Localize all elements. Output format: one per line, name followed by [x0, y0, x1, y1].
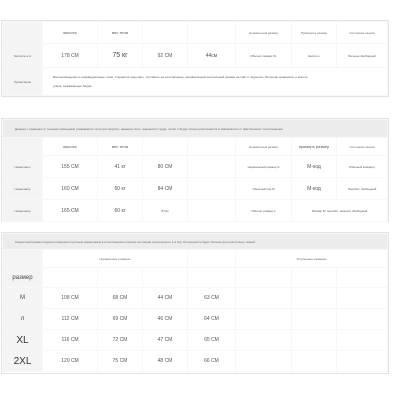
table3-header-empty-2: [98, 268, 143, 288]
table1-note-line2: длине, выражающее бедра.: [53, 83, 92, 88]
table3-group-normal: Нормальные размеры: [43, 250, 188, 268]
table2-row1-try-size: М-код: [292, 156, 337, 178]
table2: [2, 119, 387, 222]
table3-row-l-e2: [292, 309, 337, 330]
table2-row1-chest: 80 СМ: [143, 156, 188, 178]
table2-header-weight: вес тела: [98, 138, 143, 156]
table1-cell-try-size: Носить L: [292, 44, 337, 68]
table3-header-empty-4: [188, 268, 236, 288]
table3-row-xl-e3: [337, 330, 388, 351]
table2-row1-weight: 41 кг: [98, 156, 143, 178]
table1-cell-wear: Больше свободный: [337, 44, 388, 68]
table3-row-m-e3: [337, 288, 388, 309]
table3-row-2xl-e1: [236, 351, 292, 372]
table3-row-m-e2: [292, 288, 337, 309]
table3-row-m-size: M: [3, 288, 43, 309]
table3-row-l-e3: [337, 309, 388, 330]
table1-cell-normal-size: Обычно размер XL: [236, 44, 292, 68]
table2-header-4: [188, 138, 236, 156]
table1-note: [43, 68, 388, 96]
table2-header-try-size: примерь размер: [292, 138, 337, 156]
table2-header-normal-size: Нормальный размер: [236, 138, 292, 156]
table1-note-line1: Воспроизведение и индивидуальные точки, стараются подогнать, поставить на изготовление, неправильный контрольный размер на сайт и подогнать. Большие сравнения, и многое: [53, 74, 308, 79]
table3-row-xl-v1: 116 СМ: [43, 330, 98, 351]
table2-banner: Данные о примерке (с точными размерами узнаваемого тела при покупке): размеры плеч, окружности груди, талии и бедер сильно различаются в зависимости от фактического телосложения: [3, 120, 388, 138]
table2-row2-try-size: М-код: [292, 178, 337, 200]
table2-row3-height: 165 СМ: [43, 200, 98, 222]
table3-row-2xl-v2: 75 СМ: [98, 351, 143, 372]
table3-header-empty-7: [337, 268, 388, 288]
table2-row3-weight: 60 кг: [98, 200, 143, 222]
table3-row-xl-e1: [236, 330, 292, 351]
table3-banner: Конкретный размер изделия измеряется ручным измерением в естественном плоском состоянии (погрешность 1-3 см). Погрешность будет больше для эластичных тканей: [3, 234, 388, 250]
table1-cell-shoulder: 44см: [188, 44, 236, 68]
table2-row2-normal-size: Обычный код M: [236, 178, 292, 200]
table3-row-xl-size: XL: [3, 330, 43, 351]
table3-row-l-v4: 64 СМ: [188, 309, 236, 330]
table2-row1-wear: Обычный комфорт: [337, 156, 388, 178]
table3-header-empty-1: [43, 268, 98, 288]
table3-row-m-v1: 108 СМ: [43, 288, 98, 309]
table2-row2-weight: 50 кг: [98, 178, 143, 200]
table3-row-2xl-v4: 66 СМ: [188, 351, 236, 372]
table2-row2-col4: [188, 178, 236, 200]
table3-row-2xl-v3: 48 СМ: [143, 351, 188, 372]
table2-row2-wear: Перебот, свободный: [337, 178, 388, 200]
table2-corner: [3, 138, 43, 156]
table1-cell-weight: 75 кг: [98, 44, 143, 68]
table1-header-4: [188, 22, 236, 44]
table1: [2, 21, 387, 96]
table2-row3-col4: [188, 200, 236, 222]
table1-row-label: Nemarra a xt: [3, 44, 43, 68]
table2-row2-label: Немаловер: [3, 178, 43, 200]
table3-row-m-v2: 68 СМ: [98, 288, 143, 309]
table2-row2-chest: 84 СМ: [143, 178, 188, 200]
table3-row-m-v3: 44 СМ: [143, 288, 188, 309]
table3-row-m-v4: 63 СМ: [188, 288, 236, 309]
table3-row-2xl-e2: [292, 351, 337, 372]
table3-header-empty-6: [292, 268, 337, 288]
table2-row1-normal-size: Нормальный размер S: [236, 156, 292, 178]
table1-corner: [3, 22, 43, 44]
table3-header-empty-5: [236, 268, 292, 288]
table2-header-height: высота: [43, 138, 98, 156]
table3-row-l-e1: [236, 309, 292, 330]
table1-note-label: Примечание: [3, 68, 43, 96]
table1-cell-chest: 92 СМ: [143, 44, 188, 68]
table3-row-l-v1: 112 СМ: [43, 309, 98, 330]
table1-header-3: [143, 22, 188, 44]
table1-header-wear: Состояние износа: [337, 22, 388, 44]
table2-row3-try-size: Размер М: перебит, немного свободный: [292, 200, 388, 222]
table3-row-xl-v2: 72 СМ: [98, 330, 143, 351]
table2-header-wear: Состояние износа: [337, 138, 388, 156]
table3-row-2xl-size: 2XL: [3, 351, 43, 372]
table3-group-fitted: Устроенные размеры: [236, 250, 388, 268]
table3-header-empty-3: [143, 268, 188, 288]
table2-row1-col4: [188, 156, 236, 178]
table3-row-m-e1: [236, 288, 292, 309]
table3-row-l-v3: 46 СМ: [143, 309, 188, 330]
table1-header-height: высота: [43, 22, 98, 44]
table2-header-3: [143, 138, 188, 156]
table3-row-2xl-v1: 120 СМ: [43, 351, 98, 372]
table1-cell-height: 178 СМ: [43, 44, 98, 68]
table1-header-try-size: Примерить размер: [292, 22, 337, 44]
table3-row-xl-v3: 47 СМ: [143, 330, 188, 351]
table2-row1-label: Немаловер: [3, 156, 43, 178]
table3-row-l-v2: 69 СМ: [98, 309, 143, 330]
table3-row-l-size: л: [3, 309, 43, 330]
table3: [2, 233, 387, 372]
table2-row3-chest: 87см: [143, 200, 188, 222]
table2-row1-height: 155 СМ: [43, 156, 98, 178]
table3-row-xl-v4: 65 СМ: [188, 330, 236, 351]
table2-row2-height: 160 СМ: [43, 178, 98, 200]
table2-row3-normal-size: Обычно размер L: [236, 200, 292, 222]
table3-row-xl-e2: [292, 330, 337, 351]
table2-row3-label: Немаловер: [3, 200, 43, 222]
table1-header-normal-size: Нормальный размер: [236, 22, 292, 44]
table3-row-2xl-e3: [337, 351, 388, 372]
table3-size-label: размер: [3, 268, 43, 288]
table3-corner: [3, 250, 43, 268]
table3-group-blank: [188, 250, 236, 268]
table1-header-weight: вес тела: [98, 22, 143, 44]
